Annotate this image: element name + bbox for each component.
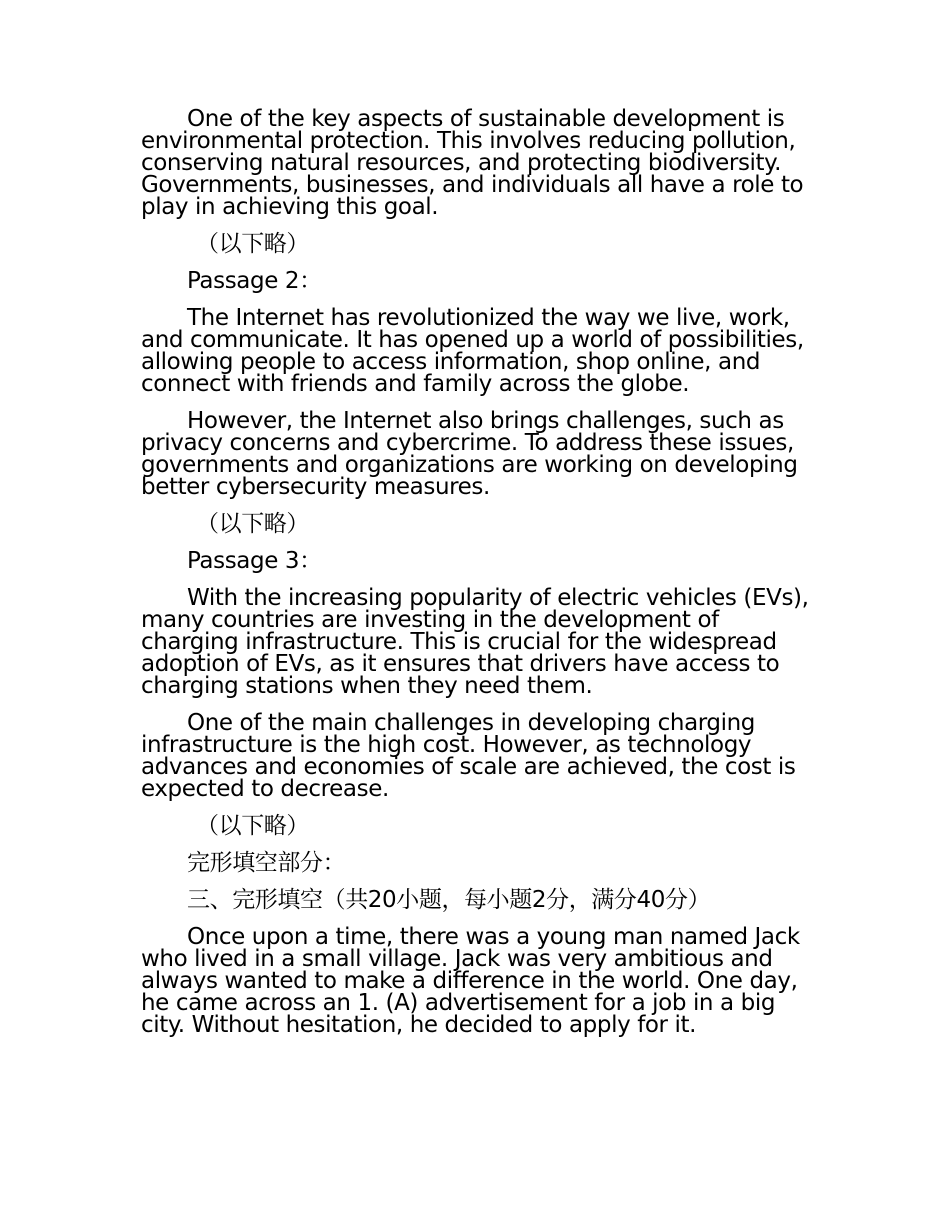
- paragraph-environmental-protection: One of the key aspects of sustainable development is environmental protection. This involves reducing pollution, conserving natural resources, and protecting biodiversity. Governments, businesses, and individuals all have a role to play in achieving this goal.: [141, 106, 804, 220]
- passage-2-heading: Passage 2：: [187, 268, 322, 294]
- omitted-note: （以下略）: [196, 231, 310, 257]
- paragraph-electric-vehicles: With the increasing popularity of electric vehicles (EVs), many countries are investing in the development of charging infrastructure. This is crucial for the widespread adoption of EVs, as it ensures that drivers have access to charging stations when they need them.: [141, 585, 809, 699]
- paragraph-internet-challenges: However, the Internet also brings challenges, such as privacy concerns and cybercrime. To address these issues, governments and organizations are working on developing better cybersecurity measures.: [141, 408, 798, 500]
- passage-3-heading: Passage 3：: [187, 548, 322, 574]
- section-three-heading: 三、完形填空（共20小题，每小题2分，满分40分）: [187, 887, 711, 913]
- paragraph-cloze-story: Once upon a time, there was a young man named Jack who lived in a small village. Jack was very ambitious and always wanted to make a difference in the world. One day, he came across an 1. (A) advertisement for a job in a big city. Without hesitation, he decided to apply for it.: [141, 924, 800, 1038]
- omitted-note: （以下略）: [196, 511, 310, 537]
- cloze-section-heading: 完形填空部分：: [187, 850, 346, 876]
- paragraph-charging-cost: One of the main challenges in developing charging infrastructure is the high cost. However, as technology advances and economies of scale are achieved, the cost is expected to decrease.: [141, 710, 796, 802]
- document-page: [141, 108, 809, 1051]
- paragraph-internet-revolution: The Internet has revolutionized the way we live, work, and communicate. It has opened up a world of possibilities, allowing people to access information, shop online, and connect with friends and family across the globe.: [141, 305, 804, 397]
- omitted-note: （以下略）: [196, 813, 310, 839]
